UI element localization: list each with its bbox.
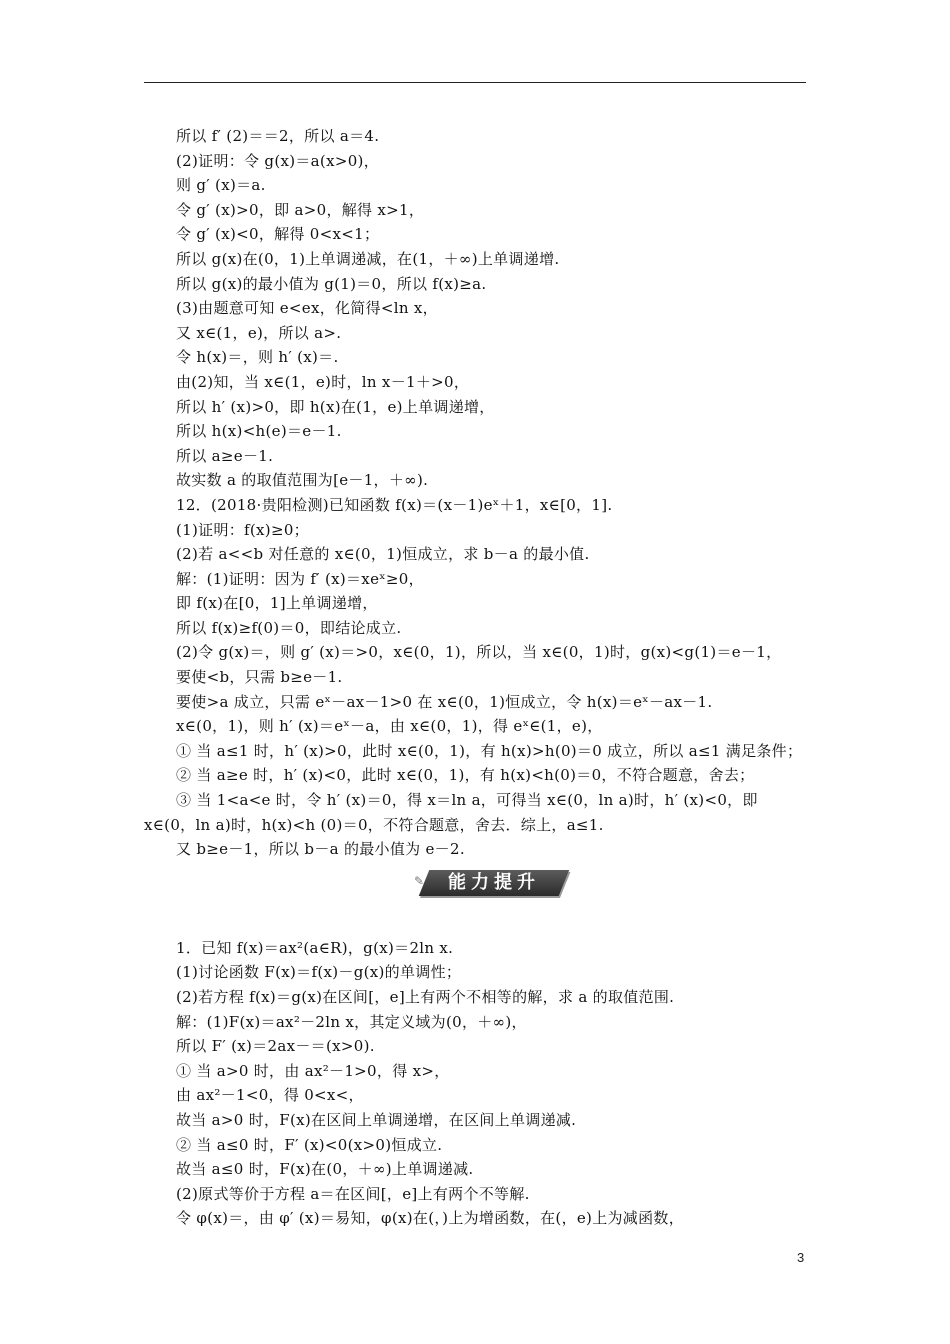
pencil-icon: ✎ [414, 874, 425, 888]
text-line: ② 当 a≤0 时，F′ (x)<0(x>0)恒成立. [176, 1135, 443, 1154]
text-line: ① 当 a≤1 时，h′ (x)>0，此时 x∈(0，1)，有 h(x)>h(0)＝0 成立，所以 a≤1 满足条件； [176, 741, 803, 760]
text-line: (1)证明：f(x)≥0； [176, 520, 309, 539]
text-line: 故当 a≤0 时，F(x)在(0，＋∞)上单调递减. [176, 1160, 474, 1179]
section-banner-title: 能力提升 [448, 872, 540, 893]
solution-section-1 [144, 124, 812, 862]
text-line: 所以 f(x)≥f(0)＝0，即结论成立. [176, 618, 402, 637]
text-line: 又 x∈(1，e)，所以 a>. [176, 323, 342, 342]
text-line: (2)令 g(x)＝，则 g′ (x)＝>0，x∈(0，1)，所以，当 x∈(0，1)时，g(x)<g(1)＝e－1， [176, 643, 782, 662]
text-line: 要使>a 成立，只需 eˣ－ax－1>0 在 x∈(0，1)恒成立，令 h(x)＝eˣ－ax－1. [176, 692, 713, 711]
text-line: (2)证明：令 g(x)＝a(x>0)， [176, 151, 379, 170]
text-line: 所以 h′ (x)>0，即 h(x)在(1，e)上单调递增， [176, 397, 495, 416]
text-line: ② 当 a≥e 时，h′ (x)<0，此时 x∈(0，1)，有 h(x)<h(0)＝0，不符合题意，舍去； [176, 766, 755, 785]
text-line: 则 g′ (x)＝a. [176, 176, 266, 195]
text-line: 解：(1)F(x)＝ax²－2ln x，其定义域为(0，＋∞)， [176, 1012, 527, 1031]
text-line: 所以 f′ (2)＝＝2，所以 a＝4. [176, 127, 380, 145]
text-line: 1．已知 f(x)＝ax²(a∈R)，g(x)＝2ln x. [176, 938, 454, 957]
text-line: 解：(1)证明：因为 f′ (x)＝xeˣ≥0， [176, 569, 424, 588]
section-banner [412, 866, 568, 900]
text-line: 要使<b，只需 b≥e－1. [176, 668, 343, 687]
page-number: 3 [797, 1250, 805, 1265]
text-line: 令 g′ (x)>0，即 a>0，解得 x>1， [176, 200, 425, 219]
solution-section-2 [176, 936, 812, 1231]
text-line: 由(2)知，当 x∈(1，e)时，ln x－1＋>0， [176, 372, 470, 391]
text-line: 故当 a>0 时，F(x)在区间上单调递增，在区间上单调递减. [176, 1110, 577, 1129]
text-line: 所以 g(x)的最小值为 g(1)＝0，所以 f(x)≥a. [176, 274, 487, 293]
header-rule [144, 82, 806, 83]
text-line: (3)由题意可知 e<ex，化简得<ln x， [176, 299, 438, 318]
text-line: 所以 h(x)<h(e)＝e－1. [176, 422, 342, 441]
text-line: x∈(0，1)，则 h′ (x)＝eˣ－a，由 x∈(0，1)，得 eˣ∈(1，e)， [176, 717, 603, 736]
text-line: 12．(2018·贵阳检测)已知函数 f(x)＝(x－1)eˣ＋1，x∈[0，1]. [176, 495, 613, 514]
text-line: x∈(0，ln a)时，h(x)<h (0)＝0，不符合题意，舍去．综上，a≤1. [144, 815, 604, 834]
text-line: (2)若方程 f(x)＝g(x)在区间[，e]上有两个不相等的解，求 a 的取值范围. [176, 988, 675, 1006]
text-line: (2)原式等价于方程 a＝在区间[，e]上有两个不等解. [176, 1184, 530, 1203]
text-line: 令 g′ (x)<0，解得 0<x<1； [176, 225, 380, 244]
text-line: ① 当 a>0 时，由 ax²－1>0，得 x>， [176, 1061, 450, 1080]
text-line: 由 ax²－1<0，得 0<x<， [176, 1086, 364, 1105]
text-line: 又 b≥e－1，所以 b－a 的最小值为 e－2. [176, 840, 465, 859]
text-line: (1)讨论函数 F(x)＝f(x)－g(x)的单调性； [176, 963, 462, 982]
text-line: 令 h(x)＝，则 h′ (x)＝. [176, 348, 339, 367]
text-line: 令 φ(x)＝，由 φ′ (x)＝易知，φ(x)在(，)上为增函数，在(，e)上为减函数， [176, 1209, 684, 1228]
text-line: 所以 a≥e－1. [176, 446, 274, 465]
text-line: 故实数 a 的取值范围为[e－1，＋∞). [176, 471, 429, 490]
text-line: 所以 g(x)在(0，1)上单调递减，在(1，＋∞)上单调递增. [176, 249, 560, 268]
text-line: 所以 F′ (x)＝2ax－＝(x>0). [176, 1037, 375, 1056]
text-line: ③ 当 1<a<e 时，令 h′ (x)＝0，得 x＝ln a，可得当 x∈(0，ln a)时，h′ (x)<0，即 [176, 791, 758, 810]
text-line: 即 f(x)在[0，1]上单调递增， [176, 594, 378, 613]
text-line: (2)若 a<<b 对任意的 x∈(0，1)恒成立，求 b－a 的最小值. [176, 545, 590, 564]
page-body [144, 124, 812, 1231]
